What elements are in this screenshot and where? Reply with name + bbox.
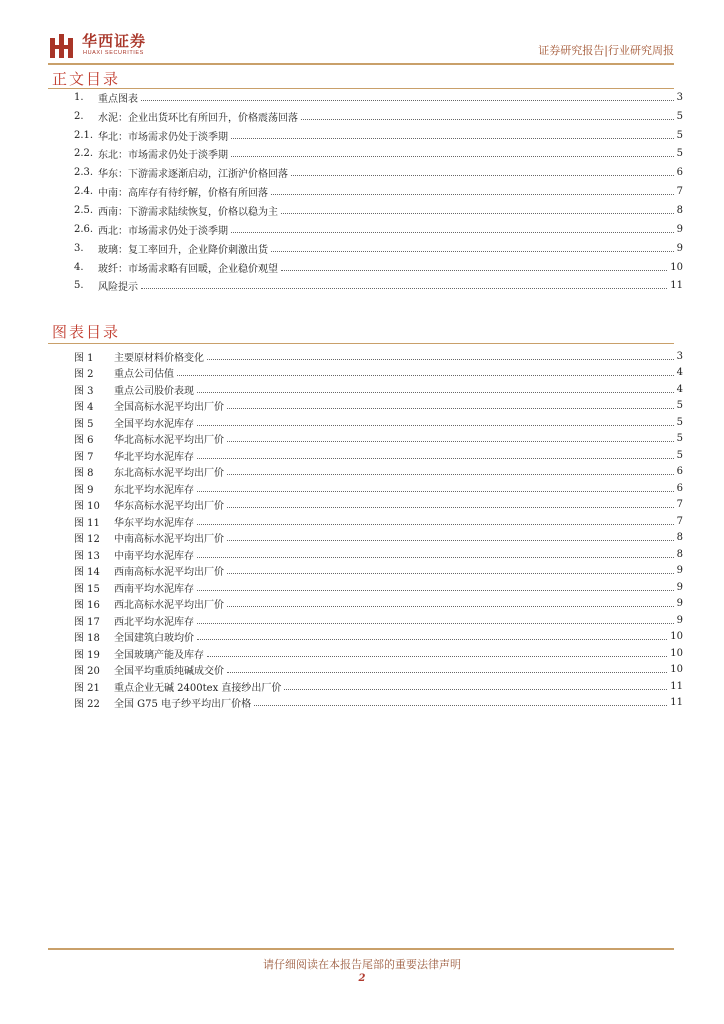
toc-entry[interactable]: [74, 276, 686, 295]
dot-leader: [281, 213, 674, 214]
entry-label: 东北高标水泥平均出厂价: [114, 468, 224, 480]
toc-entry[interactable]: [74, 145, 686, 164]
entry-label: 中南高标水泥平均出厂价: [114, 534, 224, 546]
dot-leader: [231, 232, 674, 233]
entry-number: 图 6: [74, 435, 94, 447]
figure-entry[interactable]: [74, 464, 686, 481]
toc-entry[interactable]: [74, 88, 686, 107]
entry-label: 主要原材料价格变化: [114, 352, 204, 364]
dot-leader: [197, 623, 674, 624]
entry-page-number: 9: [676, 242, 683, 254]
entry-page-number: 5: [676, 449, 683, 461]
entry-label: 风险提示: [98, 282, 138, 294]
entry-number: 图 3: [74, 385, 94, 397]
entry-page-number: 11: [670, 280, 683, 292]
entry-number: 2.1.: [74, 129, 94, 141]
toc-entry[interactable]: [74, 220, 686, 239]
entry-page-number: 5: [676, 400, 683, 412]
dot-leader: [227, 408, 674, 409]
entry-number: 图 16: [74, 600, 100, 612]
entry-label: 西南高标水泥平均出厂价: [114, 567, 224, 579]
header-divider: [48, 63, 674, 65]
entry-page-number: 5: [676, 433, 683, 445]
footer-divider: [48, 948, 674, 950]
entry-label: 东北平均水泥库存: [114, 484, 194, 496]
entry-label: 东北：市场需求仍处于淡季期: [98, 150, 228, 162]
entry-label: 中南平均水泥库存: [114, 550, 194, 562]
dot-leader: [197, 590, 674, 591]
figures-title: 图表目录: [52, 323, 121, 341]
figure-entry[interactable]: [74, 480, 686, 497]
entry-number: 2.6.: [74, 223, 94, 235]
figure-entry[interactable]: [74, 612, 686, 629]
figure-entry[interactable]: [74, 398, 686, 415]
figure-entry[interactable]: [74, 381, 686, 398]
legal-notice: 请仔细阅读在本报告尾部的重要法律声明: [263, 958, 461, 971]
entry-number: 图 22: [74, 699, 100, 711]
entry-label: 全国高标水泥平均出厂价: [114, 402, 224, 414]
toc-entry[interactable]: [74, 163, 686, 182]
entry-label: 华东：下游需求逐渐启动，江浙沪价格回落: [98, 169, 288, 181]
figure-entry[interactable]: [74, 414, 686, 431]
figure-entry[interactable]: [74, 695, 686, 712]
entry-number: 图 5: [74, 418, 94, 430]
entry-number: 图 20: [74, 666, 100, 678]
entry-number: 1.: [74, 91, 84, 103]
entry-page-number: 11: [670, 680, 683, 692]
entry-number: 2.3.: [74, 167, 94, 179]
entry-page-number: 9: [676, 614, 683, 626]
logo-chinese-name: 华西证券: [82, 32, 147, 50]
entry-number: 4.: [74, 261, 84, 273]
figure-entry[interactable]: [74, 678, 686, 695]
figure-entry[interactable]: [74, 662, 686, 679]
entry-label: 华东高标水泥平均出厂价: [114, 501, 224, 513]
entry-page-number: 4: [676, 383, 683, 395]
entry-label: 全国 G75 电子纱平均出厂价格: [114, 699, 252, 711]
entry-number: 图 9: [74, 484, 94, 496]
dot-leader: [271, 251, 674, 252]
entry-number: 图 14: [74, 567, 100, 579]
huaxi-logo-icon: [48, 32, 76, 60]
entry-page-number: 8: [676, 204, 683, 216]
entry-number: 3.: [74, 242, 84, 254]
toc-title: 正文目录: [52, 70, 121, 88]
entry-page-number: 10: [670, 261, 683, 273]
dot-leader: [197, 524, 674, 525]
entry-number: 图 1: [74, 352, 94, 364]
entry-page-number: 9: [676, 223, 683, 235]
entry-label: 西南平均水泥库存: [114, 583, 194, 595]
entry-page-number: 3: [676, 91, 683, 103]
dot-leader: [197, 639, 667, 640]
figure-entry[interactable]: [74, 563, 686, 580]
entry-page-number: 11: [670, 697, 683, 709]
entry-page-number: 6: [676, 167, 683, 179]
dot-leader: [227, 606, 674, 607]
figure-entry[interactable]: [74, 365, 686, 382]
dot-leader: [141, 288, 667, 289]
entry-number: 2.5.: [74, 204, 94, 216]
dot-leader: [301, 119, 674, 120]
dot-leader: [197, 425, 674, 426]
entry-label: 水泥：企业出货环比有所回升，价格震荡回落: [98, 112, 298, 124]
dot-leader: [197, 557, 674, 558]
entry-page-number: 5: [676, 148, 683, 160]
dot-leader: [284, 689, 667, 690]
dot-leader: [291, 175, 674, 176]
figure-entry[interactable]: [74, 431, 686, 448]
entry-label: 重点公司估值: [114, 369, 174, 381]
entry-page-number: 9: [676, 565, 683, 577]
entry-page-number: 10: [670, 647, 683, 659]
entry-number: 图 8: [74, 468, 94, 480]
entry-number: 图 12: [74, 534, 100, 546]
dot-leader: [207, 656, 667, 657]
entry-page-number: 10: [670, 664, 683, 676]
entry-label: 全国平均水泥库存: [114, 418, 194, 430]
entry-label: 重点图表: [98, 93, 138, 105]
toc-list: [74, 88, 686, 295]
dot-leader: [281, 270, 667, 271]
entry-page-number: 6: [676, 466, 683, 478]
entry-number: 图 7: [74, 451, 94, 463]
figure-entry[interactable]: [74, 348, 686, 365]
dot-leader: [271, 194, 674, 195]
entry-number: 图 2: [74, 369, 94, 381]
entry-number: 图 11: [74, 517, 100, 529]
figure-entry[interactable]: [74, 447, 686, 464]
entry-label: 华北高标水泥平均出厂价: [114, 435, 224, 447]
entry-number: 5.: [74, 280, 84, 292]
page-header: [48, 30, 674, 66]
entry-page-number: 9: [676, 598, 683, 610]
entry-label: 华东平均水泥库存: [114, 517, 194, 529]
entry-number: 图 21: [74, 682, 100, 694]
dot-leader: [227, 474, 674, 475]
toc-entry[interactable]: [74, 239, 686, 258]
entry-label: 西南：下游需求陆续恢复，价格以稳为主: [98, 206, 278, 218]
entry-page-number: 5: [676, 110, 683, 122]
dot-leader: [227, 672, 667, 673]
dot-leader: [197, 392, 674, 393]
logo-english-name: HUAXI SECURITIES: [83, 50, 144, 56]
figures-list: [74, 348, 686, 711]
dot-leader: [227, 540, 674, 541]
entry-number: 图 4: [74, 402, 94, 414]
toc-entry[interactable]: [74, 182, 686, 201]
dot-leader: [227, 441, 674, 442]
dot-leader: [227, 507, 674, 508]
toc-entry[interactable]: [74, 107, 686, 126]
report-type-label: 证券研究报告|行业研究周报: [538, 44, 674, 57]
entry-label: 全国平均重质纯碱成交价: [114, 666, 224, 678]
entry-page-number: 8: [676, 532, 683, 544]
entry-number: 图 10: [74, 501, 100, 513]
dot-leader: [197, 491, 674, 492]
figures-title-divider: [48, 343, 674, 344]
entry-label: 西北：市场需求仍处于淡季期: [98, 225, 228, 237]
dot-leader: [231, 156, 674, 157]
entry-page-number: 8: [676, 548, 683, 560]
entry-page-number: 9: [676, 581, 683, 593]
figure-entry[interactable]: [74, 546, 686, 563]
entry-label: 重点公司股价表现: [114, 385, 194, 397]
entry-number: 2.: [74, 110, 84, 122]
entry-number: 图 17: [74, 616, 100, 628]
figure-entry[interactable]: [74, 497, 686, 514]
dot-leader: [141, 100, 674, 101]
company-logo: [48, 32, 198, 62]
entry-label: 重点企业无碱 2400tex 直接纱出厂价: [114, 682, 282, 694]
entry-page-number: 5: [676, 129, 683, 141]
toc-entry[interactable]: [74, 126, 686, 145]
entry-label: 玻璃：复工率回升，企业降价刺激出货: [98, 244, 268, 256]
entry-label: 西北平均水泥库存: [114, 616, 194, 628]
entry-number: 2.2.: [74, 148, 94, 160]
page-number: 2: [358, 973, 366, 984]
entry-number: 图 15: [74, 583, 100, 595]
entry-number: 图 13: [74, 550, 100, 562]
toc-entry[interactable]: [74, 201, 686, 220]
entry-page-number: 6: [676, 482, 683, 494]
entry-page-number: 5: [676, 416, 683, 428]
entry-label: 西北高标水泥平均出厂价: [114, 600, 224, 612]
entry-label: 华北：市场需求仍处于淡季期: [98, 131, 228, 143]
figure-entry[interactable]: [74, 596, 686, 613]
figure-entry[interactable]: [74, 530, 686, 547]
entry-number: 2.4.: [74, 186, 94, 198]
entry-label: 全国玻璃产能及库存: [114, 649, 204, 661]
entry-number: 图 18: [74, 633, 100, 645]
entry-page-number: 10: [670, 631, 683, 643]
entry-label: 玻纤：市场需求略有回暖，企业稳价观望: [98, 263, 278, 275]
entry-page-number: 4: [676, 367, 683, 379]
entry-page-number: 3: [676, 350, 683, 362]
entry-label: 全国建筑白玻均价: [114, 633, 194, 645]
dot-leader: [177, 375, 674, 376]
entry-page-number: 7: [676, 515, 683, 527]
entry-page-number: 7: [676, 499, 683, 511]
dot-leader: [254, 705, 667, 706]
entry-page-number: 7: [676, 186, 683, 198]
dot-leader: [231, 138, 674, 139]
entry-label: 中南：高库存有待纾解，价格有所回落: [98, 188, 268, 200]
entry-number: 图 19: [74, 649, 100, 661]
dot-leader: [227, 573, 674, 574]
figure-entry[interactable]: [74, 513, 686, 530]
dot-leader: [197, 458, 674, 459]
figure-entry[interactable]: [74, 579, 686, 596]
dot-leader: [207, 359, 674, 360]
toc-entry[interactable]: [74, 258, 686, 277]
entry-label: 华北平均水泥库存: [114, 451, 194, 463]
figure-entry[interactable]: [74, 645, 686, 662]
figure-entry[interactable]: [74, 629, 686, 646]
